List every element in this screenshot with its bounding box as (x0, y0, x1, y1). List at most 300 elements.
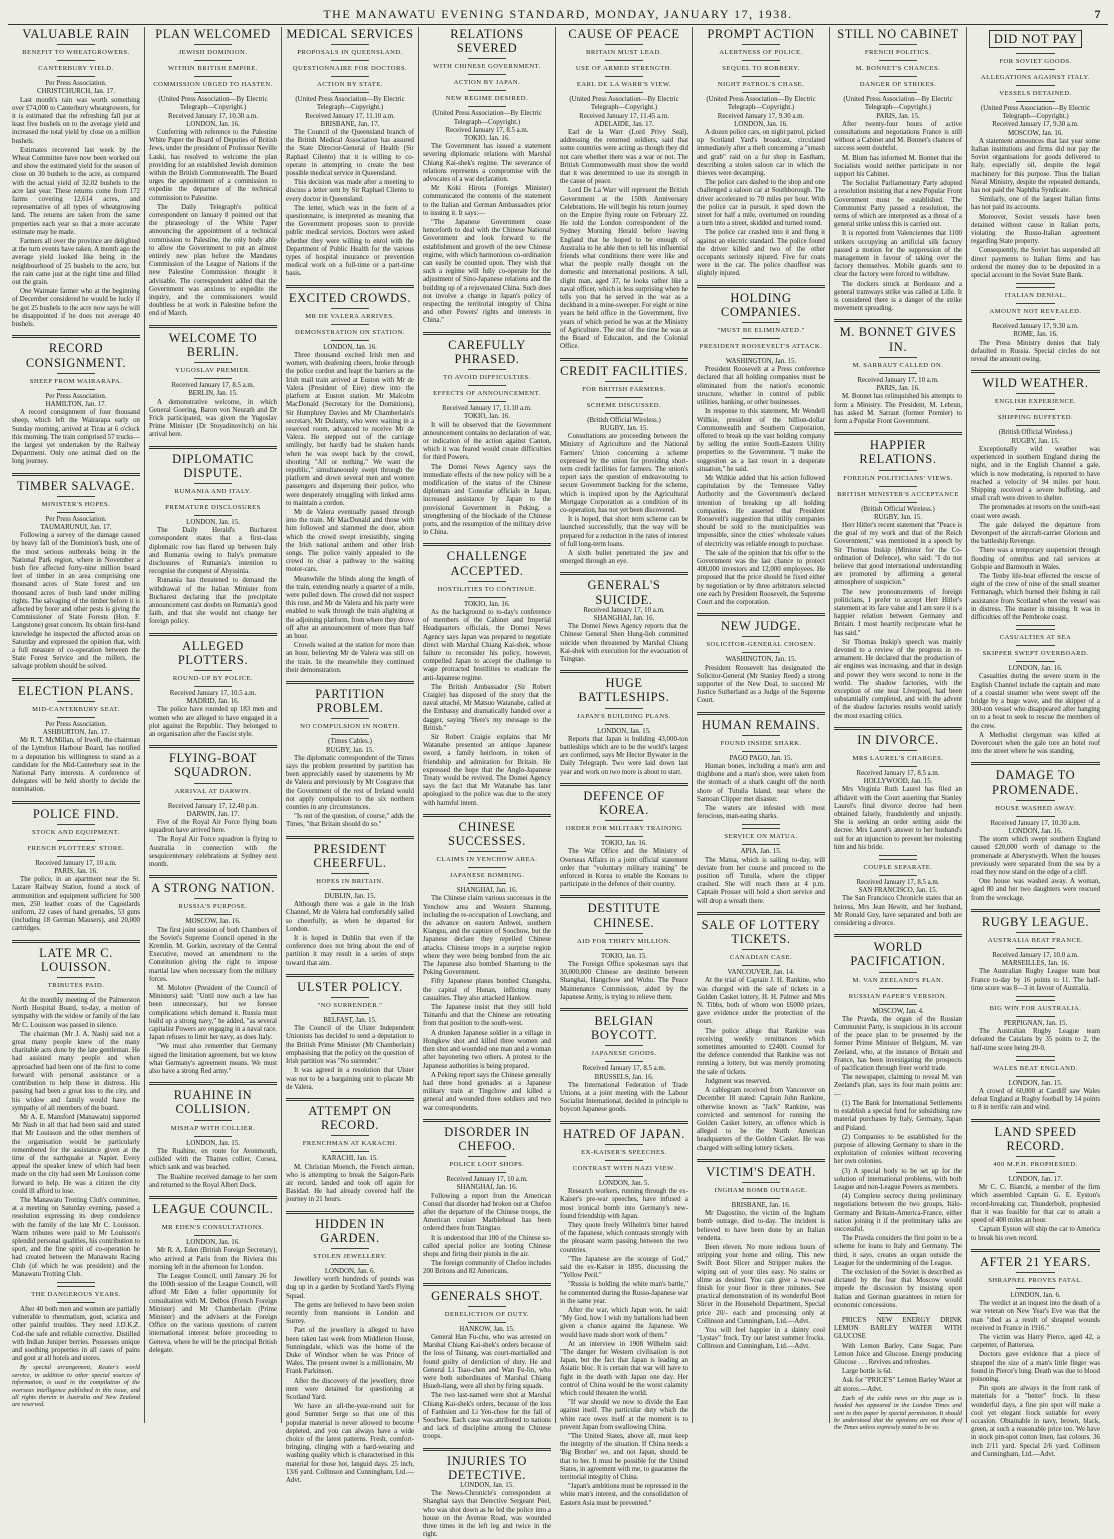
article-divider (971, 909, 1100, 912)
body-paragraph: The new pronouncements of foreign politicians, I prefer to accept Herr Hitler's statement at its face value and I am sure it is a happier relation between Germany and Britain. I most heartily reciprocate what he has said." (834, 588, 962, 637)
headline-wrap (149, 331, 277, 359)
subheadline: FOREIGN POLITICIANS' VIEWS. (843, 474, 953, 482)
body-paragraph: Doctors gave evidence that a piece of shrapnel the size of a man's little finger was found in Pierce's lung. Death was due to blood poisoning. (971, 1351, 1100, 1383)
subhead-rule (605, 820, 643, 821)
subheadline: DEMONSTRATION ON STATION. (295, 328, 405, 336)
subhead-rule (194, 1136, 232, 1137)
headline: HAPPIER RELATIONS. (859, 438, 937, 467)
subhead-rule (879, 486, 917, 487)
body-paragraph: The police have rounded up 183 men and women who are alleged to have engaged in a plot against the Republic. They belonged to an organisation after the Fascist style. (149, 706, 277, 738)
subhead-rule (194, 378, 232, 379)
headline-wrap (423, 820, 551, 848)
subheadline: ITALIAN DENIAL. (1004, 292, 1067, 300)
dateline: (British Official Wireless.) (587, 416, 661, 424)
dateline: Received January 17, 10.5 a.m. (169, 689, 257, 697)
subhead-rule (879, 859, 917, 860)
dateline: KARACHI, Jan. 15. (321, 1155, 379, 1163)
subheadline: CASUALTIES AT SEA (999, 634, 1072, 642)
body-paragraph: The verdict at an inquest into the death of a war veteran on New Year's Eve was that the man "died as a result of shrapnel wounds received in France in 1916." (971, 1300, 1100, 1332)
dateline: LONDON, Jan. 5. (598, 1179, 650, 1187)
body-paragraph: The Tenby life-boat effected the rescue of eight of the crew of nine of the small steamer Fermanagh, which burned their fishing in rail assistance from Scotland when the vessel was in distress. The master is missing. It was in difficulties off the Pembroke coast. (971, 572, 1100, 621)
headline: M. BONNET GIVES IN. (839, 325, 957, 354)
column-5 (556, 27, 693, 1507)
headline: PARTITION PROBLEM. (315, 687, 385, 716)
headline-wrap (12, 27, 140, 41)
subhead-rule (1016, 1272, 1055, 1273)
subhead-rule (194, 92, 232, 93)
dateline: Received January 17, 8.5 a.m. (856, 770, 940, 777)
body-paragraph: (2) Companies to be established for the purpose of allowing Germany to share in the exploitation of colonies without recovering her own colonies. (834, 1133, 962, 1166)
headline: HIDDEN IN GARDEN. (315, 1216, 385, 1245)
page-number: 7 (1094, 7, 1102, 21)
subhead-rule (1016, 1172, 1055, 1173)
subhead-rule (605, 60, 643, 61)
subheadline: ROUND-UP BY POLICE. (172, 674, 254, 682)
body-paragraph: Reports that Japan is building 43,000-ton battleships which are to be the world's largest are confirmed, says Mr Hector Bywater in the Daily Telegraph. Two were laid down last year and work on two more is about to start. (560, 735, 688, 776)
body-paragraph: Crowds waited at the station for more than an hour, believing Mr de Valera was still on the train. In the meanwhile they continued their demonstration. (286, 642, 414, 674)
headline-wrap (560, 27, 688, 41)
subheadline: CONTRAST WITH NAZI VIEW. (572, 1164, 676, 1172)
dateline: SAN FRANCISCO, Jan. 15. (858, 887, 938, 895)
headline-wrap (560, 901, 688, 929)
article (697, 712, 825, 822)
dateline: CHRISTCHURCH, Jan. 17. (37, 88, 115, 96)
body-paragraph: Been eleven. No more tedious hours of stripping your home and oiling. This new Swift Boot Slicer and Stripper makes the wiping out of your tiles easy. No stains or slime as desired. You can give a two-coat finish for your floor in three minutes. See practical demonstration of its wonderful Boot Slicer in the Household Department, Special price 20/- each and processing only at Collinson and Cunningham, Ltd.—Advt. (697, 1243, 825, 1325)
body-paragraph: Estimates recovered last week by the Wheat Committee have now been worked out and show the estimated yield for the season of close on 30 bushels to the acre, as compared with the actual yield of 32.02 bushels to the acre last year. These returns come from 172 farms covering 12,614 acres, and representative of all types of wheatgrowing land. The returns are taken from the same properties each year so that a more accurate estimate may be made. (12, 146, 140, 236)
subheadline: FOUND INSIDE SHARK. (720, 739, 802, 747)
body-paragraph: As the background to to-day's conference of members of the Cabinet and Imperial Headquarters officials, the Domei News Agency says Japan was prepared to negotiate direct with Marshal Chiang Kai-shek, whose failure to reconsider his policy, however, compelled Japan to accept the challenge to wage protracted hostilities to eradicate the anti-Japanese regime. (423, 608, 551, 682)
headline-wrap (423, 549, 551, 577)
dateline: Received January 17, 11.45 a.m. (579, 112, 669, 120)
article (149, 633, 277, 740)
subhead-rule (1016, 932, 1055, 933)
subheadline: BIG WIN FOR AUSTRALIA. (989, 1005, 1082, 1013)
dateline: APIA, Jan. 15. (740, 848, 782, 856)
body-paragraph: The gems are believed to have been stolen recently from mansions in London and Surrey. (286, 1301, 414, 1326)
article (149, 1196, 277, 1355)
subhead-rule (468, 1306, 506, 1307)
body-paragraph: A dozen police cars, on night patrol, picked up Scotland Yard's broadcast, circulated immediately after a theft concerning a "smash and grab" raid on a fur shop in Eastham, describing a stolen saloon car in which the thieves were decamping. (697, 129, 825, 178)
subheadline: WALES BEAT ENGLAND. (993, 1064, 1078, 1072)
body-paragraph: (1) The Bank for International Settlements to establish a special fund for subsidising raw material purchases by Italy, Germany, Japan and Poland. (834, 1099, 962, 1132)
subhead-rule (468, 1156, 506, 1157)
body-paragraph: The chairman (Mr J. A. Nash) said not a great many people knew of the many charitable acts done by the late gentleman. He had assisted many people and when approached had been one of the first to come forward with personal assistance or a contribution to help those in distress. His passing had been a great loss to the city, and his widow and family would have the sympathy of all members of the board. (12, 1030, 140, 1112)
article (971, 1056, 1100, 1113)
article (12, 940, 140, 1279)
article (12, 473, 140, 672)
body-paragraph: The Council of the Queensland branch of the British Medical Association has assured the State Director-General of Health (Sir Raphael Cilento) that it is willing to co-operate in attempting to create the best possible medical service in Queensland. (286, 129, 414, 178)
subhead-rule (879, 357, 917, 358)
headline-wrap (423, 1289, 551, 1303)
headline: HUGE BATTLESHIPS. (578, 676, 670, 705)
body-paragraph: The War Office and the Ministry of Overseas Affairs in a joint official statement order that "voluntary military training" be enforced in Korea to enable the Koreans to participate in the defence of their country. (560, 848, 688, 889)
subheadline: FRENCHMAN AT KARACHI. (302, 1140, 398, 1148)
body-paragraph: The San Francisco Chronicle states that an heiress, Mrs Jean Hewitt, and her husband, Mr Ronald Guy, have separated and both are considering a divorce. (834, 895, 962, 928)
body-paragraph: Judgment was reserved. (705, 1077, 772, 1085)
dateline: LONDON, Jan. 16. (323, 343, 377, 351)
dateline: (United Press Association—By Electric Telegraph—Copyright.) (980, 105, 1091, 121)
body-paragraph: Mr A. E. Mansford (Manawatu) supported Mr Nash in all that had been said and stated that Mr Louisson and the other members of the organisation would be particularly remembered for the assistance given at the time of the earthquake at Napier. Every appeal the speaker knew of which had been made on the city had seen Mr Louisson come forward to help. He was a citizen the city could ill afford to lose. (12, 1113, 140, 1195)
subhead-rule (605, 1176, 643, 1177)
article-divider (149, 446, 277, 449)
subhead-rule (742, 44, 780, 45)
article (286, 974, 414, 1092)
dateline: Per Press Association. (45, 720, 107, 728)
subhead-rule (194, 76, 232, 77)
headline-wrap (423, 1454, 551, 1482)
subheadline: PRESIDENT ROOSEVELT'S ATTACK. (699, 343, 823, 351)
body-paragraph: (4) Complete secrecy during preliminary negotiations between the two groups, Italo-Germany and Britain-America-France, either nation joining it if the preliminary talks are successful. (834, 1193, 962, 1233)
article-divider (834, 934, 962, 937)
dateline: BELFAST, Jan. 15. (323, 1017, 377, 1025)
body-paragraph: The Matua, which is sailing to-day, will deviate from her course and proceed to the position off Tutuila, where the clipper crashed. She will reach there at 4 p.m. Captain Prosser will hold a short service and will drop a wreath there. (697, 856, 825, 905)
article-divider (149, 1082, 277, 1085)
body-paragraph: Mr Willkie added that his action followed capitulation by the Tennessee Valley Authority and the Government's declared intention of breaking up all holding companies. He asserted that President Roosevelt's suggestion that utility companies should be sold to the municipalities was impossible, since the cities' wholesale values of electricity was reliable enough to purchase. (697, 474, 825, 548)
headline: DAMAGE TO PROMENADE. (992, 768, 1079, 797)
headline: RUAHINE IN COLLISION. (173, 1088, 253, 1117)
dateline: TOKIO, Jan. 15. (601, 952, 647, 960)
headline: NEW JUDGE. (720, 619, 802, 634)
body-paragraph: At the monthly meeting of the Palmerston North Hospital Board, to-day, a motion of sympathy with the widow or family of the late Mr C. Louisson was passed in silence. (12, 997, 140, 1029)
dateline: PARIS, Jan. 15. (876, 112, 920, 120)
subheadline: QUESTIONNAIRE FOR DOCTORS. (292, 65, 408, 73)
body-paragraph: Mr R. A. Eden (British Foreign Secretary), who arrived at Paris from the Riviera this morning left in the afternoon for London. (149, 1247, 277, 1271)
headline: RELATIONS SEVERED (450, 27, 524, 56)
subhead-rule (742, 965, 780, 966)
body-paragraph: "The Japanese Government cease henceforth to deal with the Chinese National Government and look forward to the establishment and growth of the new Chinese regime, with which harmonious co-ordination can easily be counted upon. They wish that such a regime will fully co-operate for the adjustment of Sino-Japanese relations and the building up of a rejuvenated China. Such does not involve a change in Japan's policy of respecting the territorial integrity of China and other Powers' rights and interests in China." (423, 219, 551, 325)
subhead-rule (879, 44, 917, 45)
subhead-rule (879, 972, 917, 973)
headline: ATTEMPT ON RECORD. (308, 1103, 392, 1133)
article (149, 1082, 277, 1190)
article-divider (286, 681, 414, 684)
subhead-rule (468, 401, 506, 402)
subheadline: EX-KAISER'S SPEECHES. (581, 1148, 667, 1156)
subhead-rule (331, 734, 369, 735)
article (12, 678, 140, 795)
headline-wrap (834, 940, 962, 968)
article (834, 1313, 962, 1432)
subhead-rule (57, 389, 95, 390)
subhead-rule (742, 828, 780, 829)
subheadline: NO COMPULSION IN NORTH. (300, 723, 400, 731)
dateline: Received January 17, 12.40 p.m. (167, 802, 259, 810)
headline-wrap (560, 578, 688, 606)
body-paragraph: Consequently, the Soviet has suspended all direct payments to Italian firms and has ordered the money due to be deposited in a special account in the Soviet State Bank. (971, 247, 1100, 280)
article (560, 670, 688, 777)
headline: RUGBY LEAGUE. (981, 914, 1090, 929)
body-paragraph: We have an all-the-year-round suit for good Summer Serge so that one of this popular material is never allowed to become depleted, and you can always have a wide choice of the latest patterns. Fresh, comfort-bringing, clinging with a hard-wearing and washing quality which is characterised in this material for those hot, languid days. 25 inch, 13/6 yard. Collinson and Cunningham, Ltd.—Advt. (286, 1403, 414, 1485)
article (697, 824, 825, 905)
subhead-rule (742, 1198, 780, 1199)
article (834, 27, 962, 313)
headline: DISORDER IN CHEFOO. (444, 1124, 530, 1153)
body-paragraph: M. Blum has informed M. Bonnet that the Socialists would neither participate in nor support his Cabinet. (834, 154, 962, 179)
dateline: Received January 17, 10.30 a.m. (168, 112, 258, 120)
dateline: RUGBY, Jan. 15. (1011, 437, 1060, 445)
subheadline: SKIPPER SWEPT OVERBOARD. (982, 650, 1089, 658)
subhead-rule (468, 58, 506, 59)
subheadline: PREMATURE DISCLOSURES (165, 503, 261, 511)
body-paragraph: The foreign community of Chefoo includes 200 Britons and 82 Americans. (423, 1260, 551, 1276)
subhead-rule (1016, 1000, 1055, 1001)
article (834, 727, 962, 852)
subhead-rule (1016, 1156, 1055, 1157)
headline-wrap (697, 27, 825, 41)
headline: EXCITED CROWDS. (288, 290, 412, 305)
article-divider (423, 332, 551, 335)
subheadline: MRS LAUREL'S CHARGES. (852, 755, 944, 762)
subhead-rule (57, 717, 95, 718)
subhead-rule (605, 1144, 643, 1145)
article (834, 934, 962, 1310)
headline: CREDIT FACILITIES. (560, 363, 688, 378)
body-paragraph: The storm which swept southern England caused £20,000 worth of damage to the promenade at Aberystwyth. When the houses previously were separated from the sea by a road they now stand on the edge of a cliff. (971, 836, 1100, 877)
article (286, 836, 414, 968)
subhead-rule (605, 724, 643, 725)
subhead-rule (742, 60, 780, 61)
subheadline: JAPANESE BOMBING. (449, 872, 525, 880)
article-divider (560, 1121, 688, 1124)
headline-wrap (286, 291, 414, 305)
subheadline: MINISTER'S HOPES. (41, 500, 111, 508)
article (834, 319, 962, 426)
subhead-rule (468, 369, 506, 370)
article-divider (697, 613, 825, 616)
dateline: LONDON, Jan. 17. (1008, 1176, 1063, 1184)
body-paragraph: Mr Koki Hirota (Foreign Minister) communicated the contents of the statement to the Italian and German Ambassadors prior to issuing it. It says:— (423, 185, 551, 217)
subheadline: AID FOR THIRTY MILLION. (577, 937, 671, 945)
subhead-rule (57, 977, 95, 978)
subhead-rule (605, 92, 643, 93)
article (149, 446, 277, 627)
dateline: LONDON, Jan. 6. (1010, 1291, 1061, 1299)
article-divider (560, 1008, 688, 1011)
body-paragraph: The promenades at resorts on the south-east coast were awash. (971, 504, 1100, 520)
body-paragraph: Part of the jewellery is alleged to have been taken last week from Middleton House, Sunningdale, which was the home of the Duke of Windsor when he was Prince of Wales. The present owner is a millionaire, Mr Frank Parkinson. (286, 1327, 414, 1376)
subhead-rule (1016, 1288, 1055, 1289)
subheadline: M. VAN ZEELAND'S PLAN. (852, 976, 944, 984)
body-paragraph: With Lemon Barley, Cane Sugar, Pure Lemon Juice and Glucose. Energy producing Glucose . . . Revives and refreshes. (834, 1342, 962, 1366)
subheadline: JAPANESE GOODS. (591, 1050, 657, 1058)
subheadline: FOR SOVIET GOODS. (999, 58, 1072, 65)
body-paragraph: President Roosevelt at a Press conference declared that all holding companies must be eliminated from the nation's economic structure, whether in control of public utilities, banking, or other businesses. (697, 366, 825, 407)
section-rule (57, 1282, 95, 1283)
body-paragraph: Large bottle is 6d. (842, 1368, 893, 1376)
subhead-rule (194, 686, 232, 687)
body-paragraph: M. Molotov (President of the Council of Ministers) said: "Until now such a law has been unnecessary, but we foresee complications which demand it. Russia must build up a strong navy," he added, "as several capitalist Powers are engaging in a naval race. Japan refuses to limit her navy, as does Italy. (149, 985, 277, 1042)
body-paragraph: Mr C. C. Bianchi, a member of the firm which assembled Captain G. E. Eyston's record-breaking car, Thunderbolt, prophesied that it was feasible for that car to attain a speed of 400 miles an hour. (971, 1184, 1100, 1225)
section-rule (879, 855, 917, 856)
subheadline: COMMISSION URGED TO HASTEN. (153, 81, 273, 89)
subheadline: FRENCH POLITICS. (864, 49, 932, 57)
subhead-rule (605, 397, 643, 398)
headline: GENERALS SHOT. (431, 1288, 543, 1303)
subhead-rule (194, 898, 232, 899)
article-divider (423, 1119, 551, 1122)
subheadline: JAPAN'S BUILDING PLANS. (577, 712, 671, 720)
dateline: Per Press Association. (45, 515, 107, 523)
body-paragraph: It is understood that 100 of the Chinese so-called special police are looting Chinese shops and firing their pistols in the air. (423, 1234, 551, 1258)
body-paragraph: Last month's rain was worth something over £74,000 to Canterbury wheatgrowers, for it is estimated that the refreshing fall put at least five bushels on to the average yield and increased the total yield by close on a million bushels. (12, 96, 141, 145)
subhead-rule (742, 322, 780, 323)
headline-wrap (12, 479, 140, 493)
body-paragraph: The Socialist Parliamentary Party adopted a resolution insisting that a new Popular Front Government must be established. The Communist Party passed a resolution, the terms of which are interpreted as a threat of a general strike unless this is carried out. (834, 180, 962, 229)
dateline: LONDON, Jan. 16. (186, 120, 240, 128)
dateline: Received January 17, 8.5 a.m. (171, 382, 255, 390)
subhead-rule (194, 499, 232, 500)
body-paragraph: (3) A special body to be set up for the solution of international problems, with both League and non-League Powers as members. (834, 1167, 962, 1191)
headline: HUMAN REMAINS. (701, 717, 821, 732)
subheadline: HOSTILITIES TO CONTINUE. (437, 585, 537, 593)
subhead-rule (194, 1219, 232, 1220)
headline-wrap (971, 27, 1100, 50)
subheadline: ORDER FOR MILITARY TRAINING (565, 825, 683, 833)
subhead-rule (331, 889, 369, 890)
dateline: MADRID, Jan. 16. (186, 698, 240, 706)
subheadline: "MUST BE ELIMINATED." (717, 327, 805, 335)
headline-wrap (286, 27, 414, 41)
headline-wrap (971, 1125, 1100, 1153)
subheadline: VESSELS DETAINED. (999, 90, 1072, 97)
article-divider (834, 727, 962, 730)
body-paragraph: The Daily Telegraph's political correspondent on January 8 pointed out that the phraseology of the White Paper announcing the appointment of a technical commission to Palestine, the only body able to allow the Government to put an almost entirely new plan before the Mandates Commission of the League of Nations if the new Palestine Commission thought it advisable. The correspondent added that the Government was anxious to expedite the inquiry, and the commissioners would doubtless be at work in Palestine before the end of March. (149, 203, 277, 318)
dateline: MOSCOW, Jan. 16. (185, 918, 241, 926)
body-paragraph: The Domei News Agency says the immediate effects of the new policy will be a modification of the status of the Chinese diplomats and Consular officials in Japan, increased assistance by Japan to the provisional Government in Peking, a strengthening of the blockade of the Chinese ports, and the resumption of the military drive in China. (423, 463, 551, 537)
article-divider (423, 1448, 551, 1451)
article (423, 1119, 551, 1277)
headline: ULSTER POLICY. (297, 979, 403, 994)
article (697, 912, 825, 1153)
subhead-rule (468, 90, 506, 91)
article (149, 875, 277, 1076)
headline-wrap (834, 438, 962, 466)
body-paragraph: The two last-named were shot at Marshal Chiang Kai-shek's orders, because of the loss of Fanhsien and Li Yen-chow for the fall of Soochow. Each case was attributed to nations and lack of discipline among the Chinese troops. (423, 1392, 551, 1441)
body-paragraph: A statement announces that last year some Italian institutions and firms did not pay the Soviet organisations for goods delivered to Italy, especially oil, despite the legal machinery for this purpose. Thus the Italian Naval Ministry, despite the repeated demands, has not paid the Naphtha Syndicate. (971, 137, 1100, 195)
subhead-rule (742, 652, 780, 653)
dateline: LONDON, Jan. 15. (186, 1139, 240, 1147)
body-paragraph: M. Christian Moench, the French airman, who is attempting to break the Saigon-Paris air record, landed and took off again for Basidad. He had already covered half the journey in 21 hours. (286, 1163, 414, 1204)
headline: A STRONG NATION. (151, 881, 275, 896)
subhead-rule (605, 1045, 643, 1046)
article-divider (971, 1119, 1100, 1122)
body-paragraph: The police allege that Rankine was receiving weekly remittances which sometimes amounted to £2400. Counsel for the defence contended that Rankine was not running a lottery, but was merely promoting the sale of tickets. (697, 1027, 825, 1076)
body-paragraph: Meanwhile the blinds along the length of the train, extending nearly a quarter of a mile, were pulled down. The crowd did not suspect this ruse, and Mr de Valera and his party were enabled to walk through the train alighting at the adjoining platform, from where they drove off after an announcement of more than half an hour. (286, 575, 415, 640)
subhead-rule (879, 60, 917, 61)
body-paragraph: Each of the cable news on this page as is headed has appeared in the London Times and sent to this paper by special permission. It should be understood that the opinions are not those of the Times unless expressly stated to be so. (834, 1394, 962, 1432)
subhead-rule (331, 76, 369, 77)
dateline: WASHINGTON, Jan. 15. (725, 656, 797, 664)
body-paragraph: The Royal Air Force squadron is flying to Australia in connection with the sesquicentenary celebrations at Sydney next month. (149, 836, 277, 869)
subheadline: RUSSIA'S PURPOSE. (178, 903, 248, 911)
dateline: HAMILTON, Jan. 17. (45, 400, 107, 408)
subhead-rule (879, 76, 917, 77)
subhead-rule (742, 844, 780, 845)
article-divider (12, 940, 140, 943)
body-paragraph: One house was washed away. A woman, aged 80 and her two daughters were rescued from the wreckage. (971, 878, 1100, 902)
column-7 (830, 27, 967, 1432)
dateline: LONDON, Jan. 15. (1008, 1079, 1063, 1087)
article-divider (560, 670, 688, 673)
article (423, 814, 551, 1113)
article (423, 543, 551, 807)
body-paragraph: The sale of the opinion that his offer to the Government was the last chance to protect 400,000 investors and 12,000 employees. He proposed that the price should be fixed either by negotiation or by three arbitrators selected one each by President Roosevelt, the Supreme Court and the corporation. (697, 549, 825, 606)
dateline: BRISBANE, Jan. 17. (320, 120, 380, 128)
headline: CHALLENGE ACCEPTED. (446, 549, 528, 578)
headline-wrap (834, 27, 962, 41)
body-paragraph: After twenty-four hours of active consultations and negotiations France is still without a Cabinet and M. Bonnet's chances of success seem doubtful. (834, 120, 962, 153)
dateline: RUGBY, Jan. 15. (326, 746, 374, 754)
subhead-rule (605, 44, 643, 45)
subheadline: M. SARRAUT CALLED ON. (852, 361, 944, 369)
headline-wrap (286, 687, 414, 715)
article (971, 1119, 1100, 1243)
subheadline: BENEFIT TO WHEATGROWERS. (22, 49, 130, 57)
subheadline: DANGER OF STRIKES. (859, 81, 937, 89)
headline-wrap (286, 1104, 414, 1132)
subhead-rule (57, 993, 95, 994)
body-paragraph: One Waimate farmer who at the beginning of December considered he would be lucky if he got 25 bushels to the acre now says he will be disappointed if he does not average 40 bushels. (12, 288, 140, 329)
subhead-rule (194, 60, 232, 61)
headline-wrap (697, 718, 825, 732)
article (12, 801, 140, 934)
body-paragraph: A cablegram received from Vancouver on December 18 stated: Captain John Rankine, otherwise known as "Jack" Rankine, was convicted and sentenced for running the Golden Casket lottery, an offence which is alleged to be the North American headquarters of the Golden Casket. He was charged with selling lottery tickets. (697, 1087, 825, 1152)
subhead-rule (57, 1286, 95, 1287)
article (971, 625, 1100, 756)
headline-wrap (971, 376, 1100, 390)
article-divider (12, 678, 140, 681)
dateline: PERPIGNAN, Jan. 15. (1003, 1020, 1068, 1028)
headline-wrap (149, 881, 277, 895)
subhead-rule (605, 708, 643, 709)
section-rule (742, 824, 780, 825)
dateline: (United Press Association—By Electric Telegraph—Copyright.) (569, 96, 679, 112)
section-rule (879, 1313, 917, 1314)
article (560, 895, 688, 1002)
body-paragraph: "Russia is holding the white man's battle," he commented during the Russo-Japanese war in the same year. (560, 1281, 688, 1305)
article (423, 332, 551, 538)
subhead-rule (742, 949, 780, 950)
dateline: LONDON, Jan. 16. (1008, 665, 1063, 673)
column-1 (8, 27, 145, 1423)
dateline: Received January 17, 10.0 a.m. (992, 952, 1079, 960)
dateline: LONDON, Jan. 16. (734, 120, 788, 128)
dateline: SHANGHAI, Jan. 16. (456, 1184, 518, 1192)
body-paragraph: Conferring with reference to the Palestine White Paper the Board of Deputies of British Jews, under the president of Professor Neville Laski, has resolved to welcome the plan providing for an established Jewish dominion within the British Commonwealth. The Board urges the appointment of a commission to expedite the departure of the technical commission to Palestine. (149, 129, 277, 202)
article-divider (12, 473, 140, 476)
body-paragraph: The letter, which was in the form of a questionnaire, is interpreted as meaning that the Government proposes soon to provide public medical services. Doctors were asked whether they were willing to enrol with the Department of Public Health for the various types of hospital insurance or prevention medical work on a full-time or a part-time basis. (286, 204, 414, 278)
columns-container (8, 27, 1108, 1539)
headline-wrap (12, 807, 140, 821)
subheadline: TRIBUTES PAID. (47, 982, 105, 990)
article-divider (834, 432, 962, 435)
headline: INJURIES TO DETECTIVE. (446, 1453, 528, 1482)
subhead-rule (57, 60, 95, 61)
subhead-rule (331, 340, 369, 341)
subheadline: DERELICTION OF DUTY. (444, 1310, 530, 1318)
headline: VALUABLE RAIN (22, 27, 130, 41)
section-rule (1016, 283, 1055, 284)
article (971, 370, 1100, 622)
subheadline: CANTERBURY YIELD. (38, 65, 114, 73)
subhead-rule (468, 385, 506, 386)
subhead-rule (468, 883, 506, 884)
subhead-rule (331, 1151, 369, 1152)
headline-wrap (423, 1125, 551, 1153)
body-paragraph: The Ruahine, en route for Avonmouth, collided with the Thames collier, Corsea, which sank and was beached. (149, 1147, 277, 1172)
section-rule (1016, 625, 1055, 626)
dateline: SHANGHAI, Jan. 16. (593, 614, 655, 622)
